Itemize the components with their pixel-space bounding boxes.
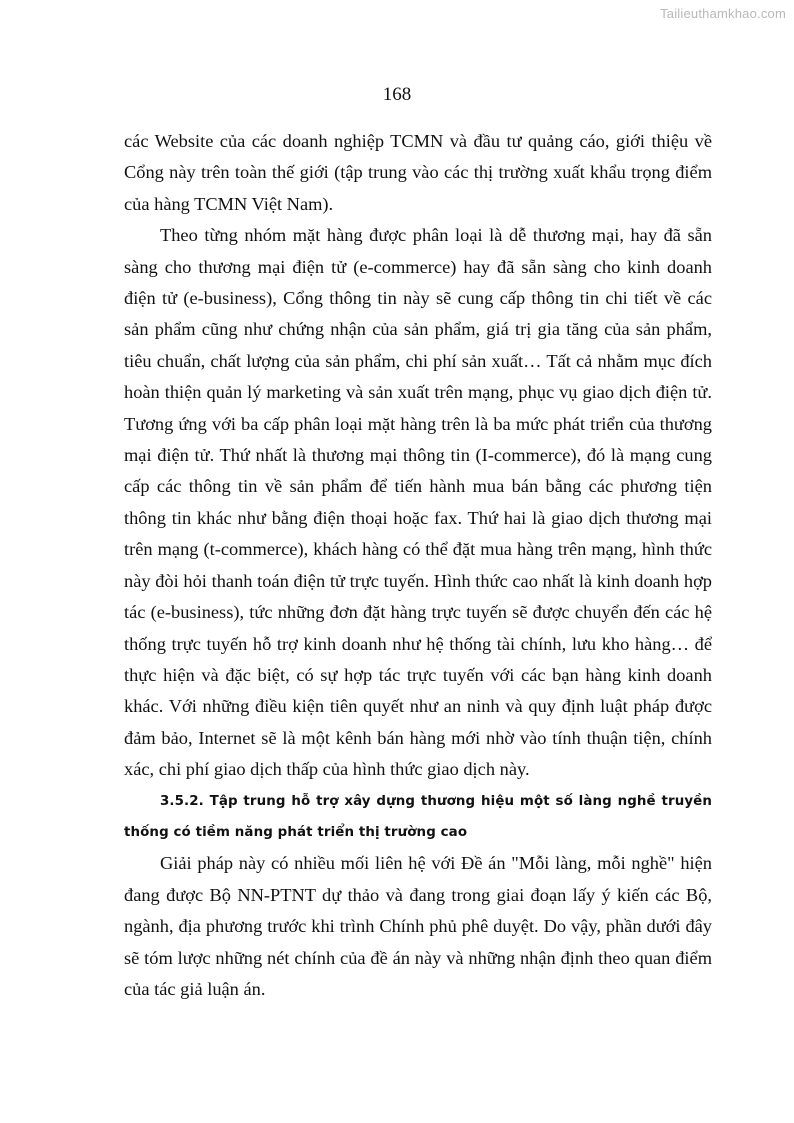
page-number: 168 <box>382 84 412 105</box>
paragraph-ecommerce-portal: Theo từng nhóm mặt hàng được phân loại là dễ thương mại, hay đã sẵn sàng cho thương mại điện tử (e-commerce) hay đã sẵn sàng cho kinh doanh điện tử (e-business), Cổng thông tin này sẽ cung cấp thông tin chi tiết về các sản phẩm cũng như chứng nhận của sản phẩm, giá trị gia tăng của sản phẩm, tiêu chuẩn, chất lượng của sản phẩm, chi phí sản xuất… Tất cả nhằm mục đích hoàn thiện quản lý marketing và sản xuất trên mạng, phục vụ giao dịch điện tử. Tương ứng với ba cấp phân loại mặt hàng trên là ba mức phát triển của thương mại điện tử. Thứ nhất là thương mại thông tin (I-commerce), đó là mạng cung cấp các thông tin về sản phẩm để tiến hành mua bán bằng các phương tiện thông tin khác như bằng điện thoại hoặc fax. Thứ hai là giao dịch thương mại trên mạng (t-commerce), khách hàng có thể đặt mua hàng trên mạng, hình thức này đòi hỏi thanh toán điện tử trực tuyến. Hình thức cao nhất là kinh doanh hợp tác (e-business), tức những đơn đặt hàng trực tuyến sẽ được chuyển đến các hệ thống trực tuyến hỗ trợ kinh doanh như hệ thống tài chính, lưu kho hàng… để thực hiện và đặc biệt, có sự hợp tác trực tuyến với các bạn hàng kinh doanh khác. Với những điều kiện tiên quyết như an ninh và quy định luật pháp được đảm bảo, Internet sẽ là một kênh bán hàng mới nhờ vào tính thuận tiện, chính xác, chi phí giao dịch thấp của hình thức giao dịch này. <box>124 225 712 780</box>
section-heading-3-5-2: 3.5.2. Tập trung hỗ trợ xây dựng thương hiệu một số làng nghề truyền thống có tiềm năng phát triển thị trường cao <box>124 793 712 840</box>
paragraph-village-brand: Giải pháp này có nhiều mối liên hệ với Đề án "Mỗi làng, mỗi nghề" hiện đang được Bộ NN-PTNT dự thảo và đang trong giai đoạn lấy ý kiến các Bộ, ngành, địa phương trước khi trình Chính phủ phê duyệt. Do vậy, phần dưới đây sẽ tóm lược những nét chính của đề án này và những nhận định theo quan điểm của tác giả luận án. <box>124 853 712 999</box>
page-body <box>124 126 712 1005</box>
watermark: Tailieuthamkhao.com <box>660 6 786 21</box>
paragraph-continuation: các Website của các doanh nghiệp TCMN và đầu tư quảng cáo, giới thiệu về Cổng này trên toàn thế giới (tập trung vào các thị trường xuất khẩu trọng điểm của hàng TCMN Việt Nam). <box>124 131 712 214</box>
